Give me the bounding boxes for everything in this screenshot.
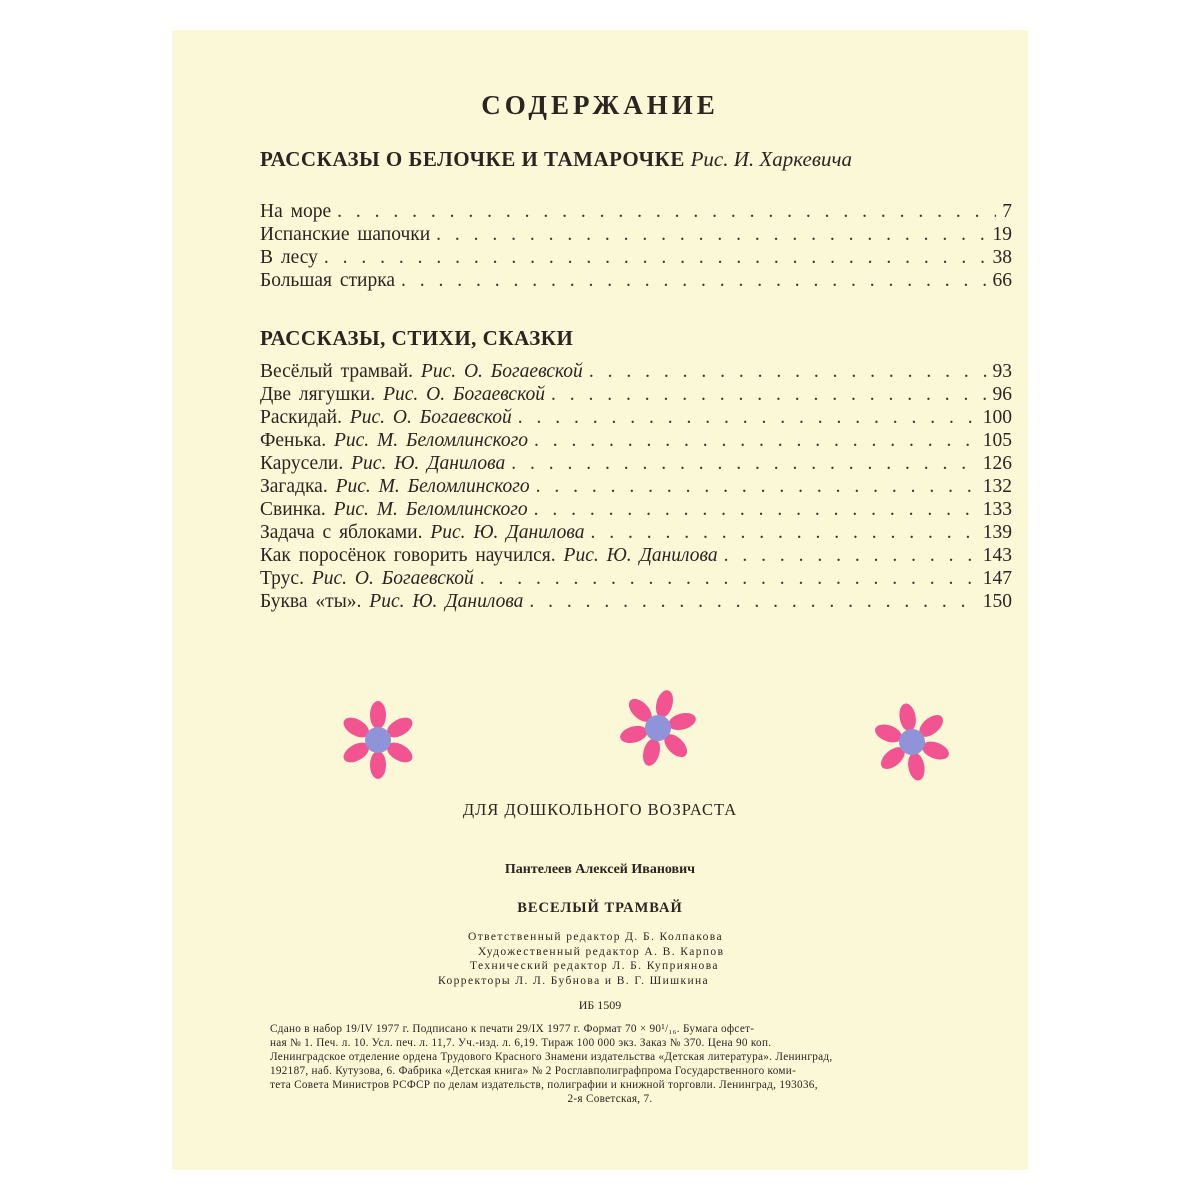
toc-entry-page: 100 [982,407,1012,428]
leader-dots [480,567,977,590]
toc-entry [260,544,1012,567]
toc-entry-illustrator: Рис. О. Богаевской [349,407,512,428]
flower-petal [370,701,386,729]
credits-block [432,930,872,988]
book-page [172,30,1028,1170]
toc-entry-title-group [260,590,523,613]
imprint-block [270,1022,950,1106]
toc-entry-illustrator: Рис. О. Богаевской [311,568,474,589]
flower-icon [868,697,956,787]
section-heading-1 [260,147,852,172]
section-heading-2 [260,326,573,351]
flower-decoration [172,690,1028,790]
toc-entry-title-group [260,383,545,406]
toc-entry-title: Фенька. [260,430,327,451]
toc-entry-title-group [260,475,530,498]
toc-entry-page: 133 [982,499,1012,520]
toc-entry-title: Весёлый трамвай. [260,361,414,382]
flower-petal [640,737,663,768]
toc-entry-page: 7 [1002,201,1012,222]
toc-entry-title: Две лягушки. [260,384,376,405]
toc-entry-illustrator: Рис. Ю. Данилова [369,591,524,612]
toc-list-1 [260,200,1012,292]
toc-entry [260,475,1012,498]
credit-line: Художественный редактор А. В. Карпов [478,945,725,958]
toc-entry-title: Большая стирка [260,270,396,291]
section-title: РАССКАЗЫ О БЕЛОЧКЕ И ТАМАРОЧКЕ [260,147,685,171]
toc-entry-page: 93 [992,361,1012,382]
book-title: ВЕСЕЛЫЙ ТРАМВАЙ [517,900,683,916]
leader-dots [518,406,977,429]
age-note: ДЛЯ ДОШКОЛЬНОГО ВОЗРАСТА [462,800,738,819]
leader-dots [724,544,977,567]
toc-entry [260,269,1012,292]
toc-entry-page: 105 [982,430,1012,451]
toc-entry-page: 139 [982,522,1012,543]
toc-entry-page: 147 [982,568,1012,589]
toc-entry-illustrator: Рис. М. Беломлинского [333,430,528,451]
section-title: РАССКАЗЫ, СТИХИ, СКАЗКИ [260,326,574,350]
flower-petal [618,723,649,746]
toc-entry-title: Загадка. [260,476,328,497]
toc-entry [260,360,1012,383]
imprint-line: 192187, наб. Кутузова, 6. Фабрика «Детская книга» № 2 Росглавполиграфпрома Государственного коми- [270,1065,797,1077]
imprint-line: Ленинградское отделение ордена Трудового Красного Знамени издательства «Детская литература». Ленинград, [270,1051,833,1063]
page-title: СОДЕРЖАНИЕ [481,90,719,120]
toc-entry-page: 132 [982,476,1012,497]
toc-entry-illustrator: Рис. О. Богаевской [383,384,545,405]
flower-petal [370,751,386,779]
toc-entry [260,223,1012,246]
toc-entry [260,590,1012,613]
toc-entry-title: Карусели. [260,453,344,474]
toc-entry [260,406,1012,429]
leader-dots [337,200,996,223]
leader-dots [529,590,976,613]
leader-dots [590,521,976,544]
leader-dots [536,475,977,498]
toc-entry [260,521,1012,544]
toc-entry-page: 143 [982,545,1012,566]
leader-dots [324,246,987,269]
leader-dots [401,269,986,292]
toc-entry-title: Раскидай. [260,407,342,428]
toc-entry-illustrator: Рис. Ю. Данилова [351,453,506,474]
toc-entry-page: 150 [982,591,1012,612]
toc-entry-title-group [260,452,505,475]
toc-entry [260,429,1012,452]
leader-dots [534,429,977,452]
leader-dots [534,498,977,521]
ib-number: ИБ 1509 [578,998,622,1012]
toc-list-2 [260,360,1012,613]
toc-entry-page: 96 [992,384,1012,405]
toc-entry-title: Задача с яблоками. [260,522,423,543]
toc-entry-title: Буква «ты». [260,591,362,612]
flower-petal [897,702,918,732]
section-illustrator: Рис. И. Харкевича [690,147,852,171]
toc-entry-illustrator: Рис. М. Беломлинского [335,476,530,497]
flower-petal [667,710,698,733]
flower-center [365,727,391,753]
flower-icon [340,701,416,779]
toc-entry-title-group [260,498,528,521]
toc-entry-page: 19 [992,224,1012,245]
toc-entry-illustrator: Рис. М. Беломлинского [333,499,528,520]
author-name: Пантелеев Алексей Иванович [504,862,696,877]
toc-entry-page: 66 [992,270,1012,291]
flower-petal [906,751,927,781]
toc-entry-title: Испанские шапочки [260,224,431,245]
toc-entry [260,498,1012,521]
toc-entry-title-group [260,360,583,383]
toc-entry-title-group [260,406,512,429]
toc-entry-title-group [260,429,528,452]
leader-dots [551,383,987,406]
imprint-line: Сдано в набор 19/IV 1977 г. Подписано к печати 29/IX 1977 г. Формат 70 × 90¹/₁₆. Бумага офсет- [270,1023,755,1035]
toc-entry-title: Трус. [260,568,304,589]
leader-dots [436,223,986,246]
toc-entry-illustrator: Рис. Ю. Данилова [563,545,718,566]
toc-entry [260,383,1012,406]
toc-entry-illustrator: Рис. О. Богаевской [420,361,583,382]
flower-petal [653,690,676,719]
imprint-line: ная № 1. Печ. л. 10. Усл. печ. л. 11,7. Уч.-изд. л. 6,19. Тираж 100 000 экз. Заказ № 370. Цена 90 коп. [270,1037,772,1049]
toc-entry [260,200,1012,223]
toc-entry-illustrator: Рис. Ю. Данилова [430,522,585,543]
toc-entry-title: Как поросёнок говорить научился. [260,545,556,566]
flower-icon [611,690,704,775]
toc-entry-title-group [260,521,584,544]
leader-dots [589,360,987,383]
toc-entry-title: Свинка. [260,499,326,520]
credit-line: Ответственный редактор Д. Б. Колпакова [468,931,723,943]
toc-entry-title-group [260,544,718,567]
credit-line: Корректоры Л. Л. Бубнова и В. Г. Шишкина [438,974,710,987]
imprint-line: тета Совета Министров РСФСР по делам издательств, полиграфии и книжной торговли. Ленинград, 193036, [270,1079,818,1091]
toc-entry-page: 38 [992,247,1012,268]
toc-entry-page: 126 [982,453,1012,474]
leader-dots [511,452,977,475]
toc-entry-title: На море [260,201,332,222]
toc-entry-title-group [260,567,474,590]
imprint-line: 2-я Советская, 7. [567,1093,653,1105]
toc-entry [260,246,1012,269]
toc-entry-title: В лесу [260,247,318,268]
credit-line: Технический редактор Л. Б. Куприянова [470,960,719,972]
toc-entry [260,452,1012,475]
toc-entry [260,567,1012,590]
